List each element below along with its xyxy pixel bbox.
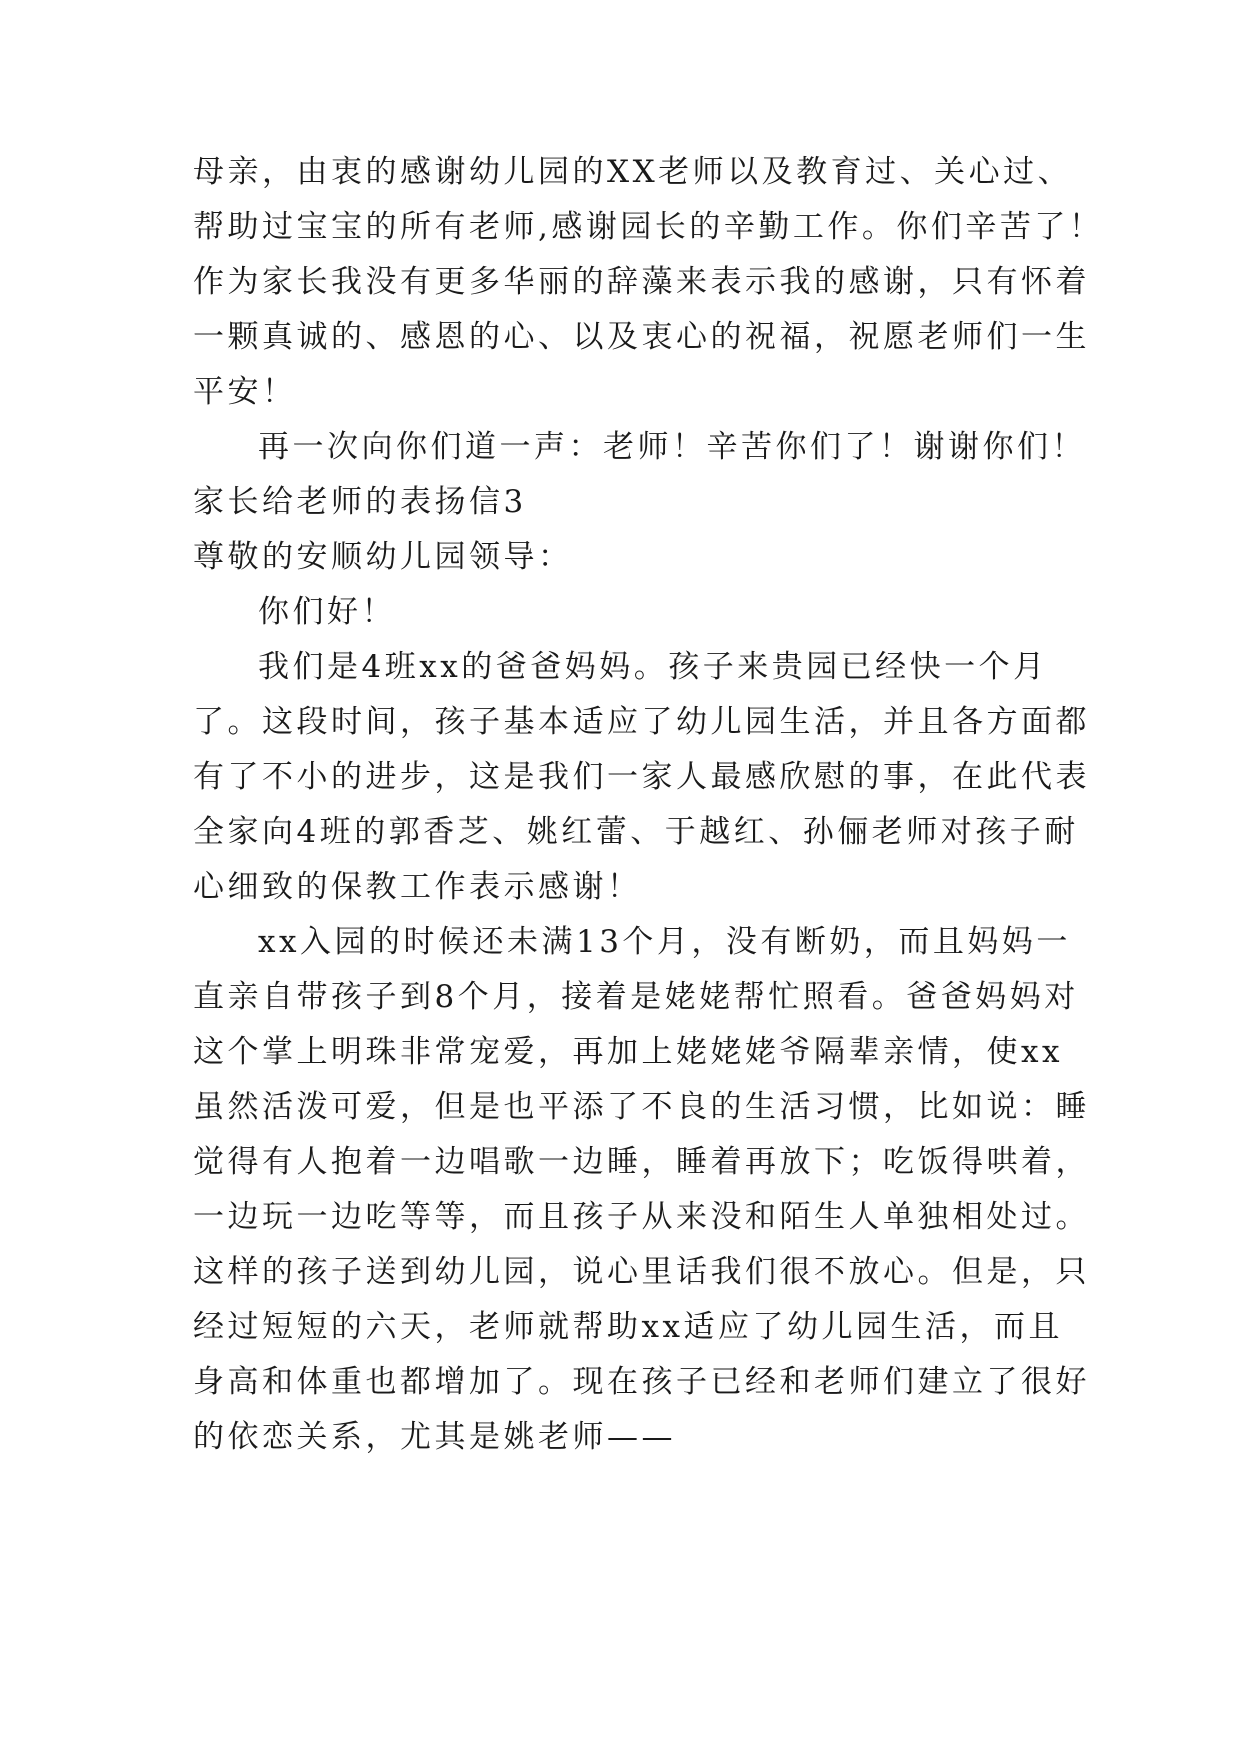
text-line-3: 作为家长我没有更多华丽的辞藻来表示我的感谢，只有怀着 xyxy=(193,264,1090,300)
text-line-10: 我们是4班xx的爸爸妈妈。孩子来贵园已经快一个月 xyxy=(258,649,1048,685)
text-line-12: 有了不小的进步，这是我们一家人最感欣慰的事，在此代表 xyxy=(193,759,1090,795)
text-line-14: 心细致的保教工作表示感谢！ xyxy=(193,869,642,905)
text-line-1: 母亲，由衷的感谢幼儿园的XX老师以及教育过、关心过、 xyxy=(193,154,1073,190)
text-line-24: 的依恋关系，尤其是姚老师—— xyxy=(193,1419,676,1455)
text-line-15: xx入园的时候还未满13个月，没有断奶，而且妈妈一 xyxy=(258,924,1071,960)
text-line-22: 经过短短的六天，老师就帮助xx适应了幼儿园生活，而且 xyxy=(193,1309,1063,1345)
greeting: 你们好！ xyxy=(258,594,396,630)
text-line-2: 帮助过宝宝的所有老师,感谢园长的辛勤工作。你们辛苦了！ xyxy=(193,209,1104,245)
text-line-13: 全家向4班的郭香芝、姚红蕾、于越红、孙俪老师对孩子耐 xyxy=(193,814,1079,850)
text-line-16: 直亲自带孩子到8个月，接着是姥姥帮忙照看。爸爸妈妈对 xyxy=(193,979,1079,1015)
text-line-11: 了。这段时间，孩子基本适应了幼儿园生活，并且各方面都 xyxy=(193,704,1090,740)
text-line-18: 虽然活泼可爱，但是也平添了不良的生活习惯，比如说：睡 xyxy=(193,1089,1090,1125)
text-line-6: 再一次向你们道一声：老师！辛苦你们了！谢谢你们！ xyxy=(258,429,1086,465)
text-line-4: 一颗真诚的、感恩的心、以及衷心的祝福，祝愿老师们一生 xyxy=(193,319,1090,355)
text-line-20: 一边玩一边吃等等，而且孩子从来没和陌生人单独相处过。 xyxy=(193,1199,1090,1235)
text-line-5: 平安！ xyxy=(193,374,297,410)
salutation: 尊敬的安顺幼儿园领导： xyxy=(193,539,573,575)
text-line-21: 这样的孩子送到幼儿园，说心里话我们很不放心。但是，只 xyxy=(193,1254,1090,1290)
text-line-17: 这个掌上明珠非常宠爱，再加上姥姥姥爷隔辈亲情，使xx xyxy=(193,1034,1063,1070)
text-line-23: 身高和体重也都增加了。现在孩子已经和老师们建立了很好 xyxy=(193,1364,1090,1400)
letter-title: 家长给老师的表扬信3 xyxy=(193,484,527,520)
text-line-19: 觉得有人抱着一边唱歌一边睡，睡着再放下；吃饭得哄着， xyxy=(193,1144,1090,1180)
